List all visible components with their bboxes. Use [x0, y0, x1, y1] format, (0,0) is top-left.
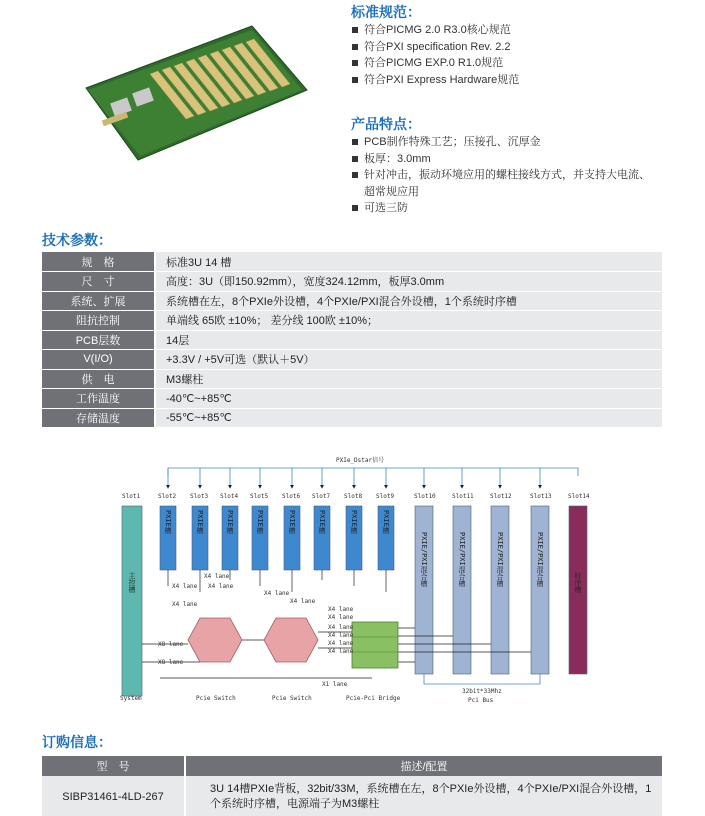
spec-key: 尺 寸 — [42, 272, 155, 292]
order-table — [42, 756, 662, 816]
slot-label: Slot5 — [250, 493, 269, 500]
hybrid-slot-label: PXIE/PXI混合槽 — [496, 532, 504, 587]
lane-label: X4 lane — [172, 601, 198, 608]
hybrid-slot-label: PXIE/PXI混合槽 — [536, 532, 544, 587]
pcie-switch-2 — [264, 618, 318, 662]
switch-label: Pcie Switch — [196, 695, 236, 702]
switch-label: Pcie Switch — [272, 695, 312, 702]
specs-table — [42, 252, 662, 428]
system-label: System — [120, 695, 142, 702]
standards-list — [351, 22, 519, 88]
product-photo — [72, 18, 312, 168]
order-model: SIBP31461-4LD-267 — [42, 776, 185, 816]
lane-label: X4 lane — [328, 640, 354, 647]
hybrid-slot-label: PXIE/PXI混合槽 — [458, 532, 466, 587]
table-row — [42, 350, 662, 370]
lane-label: X8 lane — [158, 641, 184, 648]
spec-key: 供 电 — [42, 369, 155, 389]
slot-label: Slot13 — [530, 493, 552, 500]
lane-label: X4 lane — [328, 606, 354, 613]
spec-value: -55℃~+85℃ — [155, 408, 662, 428]
slot-label: Slot1 — [122, 493, 141, 500]
features-title: 产品特点： — [351, 117, 421, 133]
table-row — [42, 252, 662, 272]
pxie-slot-label: PXIE槽 — [226, 510, 234, 534]
slot-label: Slot4 — [220, 493, 239, 500]
bus-label: Pci Bus — [468, 697, 494, 704]
standards-item: 符合PXI specification Rev. 2.2 — [351, 39, 519, 56]
slot-label: Slot14 — [568, 493, 590, 500]
table-row — [42, 291, 662, 311]
spec-key: 规 格 — [42, 252, 155, 272]
slot-label: Slot7 — [312, 493, 331, 500]
standards-title: 标准规范： — [351, 5, 421, 21]
pxie-slot-label: PXIE槽 — [256, 510, 264, 534]
spec-value: +3.3V / +5V可选（默认＋5V） — [155, 350, 662, 370]
pxie-slot-label: PXIE槽 — [288, 510, 296, 534]
slot-label: Slot9 — [376, 493, 395, 500]
pxie-slot-label: PXIE槽 — [164, 510, 172, 534]
col-model: 型 号 — [42, 756, 185, 776]
spec-key: 系统、扩展 — [42, 291, 155, 311]
lane-label: X4 lane — [172, 583, 198, 590]
standards-item: 符合PICMG 2.0 R3.0核心规范 — [351, 22, 519, 39]
spec-value: M3螺柱 — [155, 369, 662, 389]
lane-label: X1 lane — [322, 681, 348, 688]
slot-label: Slot12 — [490, 493, 512, 500]
spec-key: 阻抗控制 — [42, 311, 155, 331]
pxie-slot-label: PXIE槽 — [350, 510, 358, 534]
spec-key: V(I/O) — [42, 350, 155, 370]
lane-label: X4 lane — [328, 624, 354, 631]
lane-label: X4 lane — [290, 598, 316, 605]
spec-key: 工作温度 — [42, 389, 155, 409]
features-item: PCB制作特殊工艺；压接孔、沉厚金 — [351, 134, 650, 151]
bridge-label: Pcie-Pci Bridge — [346, 695, 401, 702]
standards-item: 符合PXI Express Hardware规范 — [351, 72, 519, 89]
spec-key: 存储温度 — [42, 408, 155, 428]
order-title: 订购信息： — [42, 735, 112, 751]
spec-value: -40℃~+85℃ — [155, 389, 662, 409]
lane-label: X8 lane — [158, 659, 184, 666]
slot-label: Slot6 — [282, 493, 301, 500]
spec-key: PCB层数 — [42, 330, 155, 350]
standards-item: 符合PICMG EXP.0 R1.0规范 — [351, 55, 519, 72]
order-desc: 3U 14槽PXIe背板，32bit/33M，系统槽在左，8个PXIe外设槽，4个PXIe/PXI混合外设槽，1个系统时序槽，电源端子为M3螺柱 — [185, 776, 662, 816]
spec-value: 标准3U 14 槽 — [155, 252, 662, 272]
system-slot — [122, 506, 142, 696]
table-row — [42, 330, 662, 350]
col-desc: 描述/配置 — [185, 756, 662, 776]
features-item: 超常规应用 — [364, 185, 419, 198]
table-row — [42, 389, 662, 409]
lane-label: X4 lane — [208, 583, 234, 590]
slot-label: Slot8 — [344, 493, 363, 500]
spec-value: 系统槽在左，8个PXIe外设槽，4个PXIe/PXI混合外设槽，1个系统时序槽 — [155, 291, 662, 311]
pxie-slot-label: PXIE槽 — [196, 510, 204, 534]
features-item: 针对冲击，振动环境应用的螺柱接线方式，并支持大电流、 — [351, 167, 650, 184]
table-row — [42, 408, 662, 428]
lane-label: X4 lane — [328, 648, 354, 655]
pxie-slot-label: PXIE槽 — [318, 510, 326, 534]
table-header-row — [42, 756, 662, 776]
table-row — [42, 311, 662, 331]
table-row — [42, 272, 662, 292]
spec-value: 14层 — [155, 330, 662, 350]
timing-slot-label: 时序槽 — [574, 572, 582, 593]
features-item: 可选三防 — [351, 200, 650, 217]
slot-label: Slot2 — [158, 493, 177, 500]
block-diagram — [100, 452, 620, 710]
bus-label: 32bit*33Mhz — [462, 688, 502, 695]
pcie-pci-bridge — [352, 622, 398, 668]
slot-label: Slot3 — [190, 493, 209, 500]
spec-value: 高度：3U（即150.92mm），宽度324.12mm，板厚3.0mm — [155, 272, 662, 292]
pcie-switch-1 — [188, 618, 242, 662]
specs-title: 技术参数： — [42, 233, 112, 249]
lane-label: X4 lane — [328, 632, 354, 639]
top-bus-label: PXIe_Dstar信号 — [336, 457, 385, 464]
lane-label: X4 lane — [204, 573, 230, 580]
lane-label: X4 lane — [264, 590, 290, 597]
system-slot-label: 主控槽 — [128, 572, 136, 593]
table-row — [42, 776, 662, 816]
features-item: 板厚：3.0mm — [351, 151, 650, 168]
table-row — [42, 369, 662, 389]
features-list — [351, 134, 650, 217]
hybrid-slot-label: PXIE/PXI混合槽 — [420, 532, 428, 587]
lane-label: X4 lane — [328, 614, 354, 621]
slot-label: Slot10 — [414, 493, 436, 500]
spec-value: 单端线 65欧 ±10%； 差分线 100欧 ±10%； — [155, 311, 662, 331]
slot-label: Slot11 — [452, 493, 474, 500]
pxie-slot-label: PXIE槽 — [382, 510, 390, 534]
